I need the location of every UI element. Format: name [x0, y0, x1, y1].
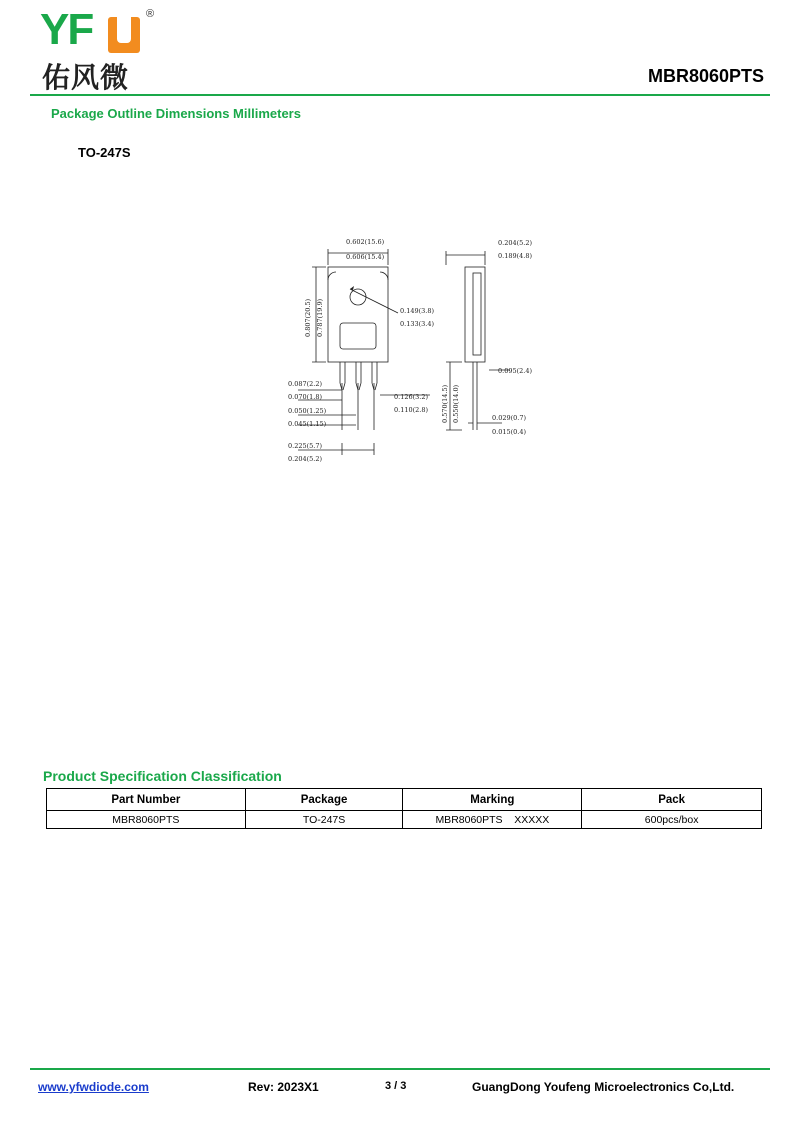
revision-label: Rev: 2023X1 [248, 1080, 319, 1094]
logo-w-mark [108, 17, 140, 53]
table-row [47, 811, 762, 829]
dim-thickness-min: 0.189(4.8) [498, 252, 533, 260]
cell-part-number: MBR8060PTS [47, 811, 246, 829]
dim-lead-length-max: 0.570(14.5) [441, 384, 449, 423]
logo-chinese: 佑风微 [42, 61, 130, 94]
website-link[interactable]: www.yfwdiode.com [38, 1080, 149, 1094]
registered-mark: ® [146, 8, 155, 20]
package-body-side [465, 267, 485, 362]
dim-pitch-max: 0.225(5.7) [288, 442, 323, 450]
dim-lead-w-min: 0.015(0.4) [492, 428, 527, 436]
company-name: GuangDong Youfeng Microelectronics Co,Ltd. [472, 1080, 735, 1094]
cell-marking: MBR8060PTS XXXXX [403, 811, 582, 829]
page-number: 3 / 3 [385, 1080, 407, 1092]
dim-lead-length-min: 0.550(14.0) [452, 384, 460, 423]
header-divider [30, 94, 770, 96]
dim-body-height-max: 0.807(20.5) [304, 298, 312, 337]
logo-latin: YF [40, 5, 93, 54]
mounting-hole [350, 289, 366, 305]
dim-tab-min: 0.110(2.8) [394, 406, 429, 414]
package-outline-drawing [270, 225, 560, 470]
col-package: Package [245, 789, 403, 811]
company-logo [40, 5, 160, 94]
package-label: TO-247S [78, 145, 131, 160]
dim-body-width-max: 0.602(15.6) [346, 238, 385, 246]
dim-lead-width-min: 0.045(1.15) [288, 420, 327, 428]
spec-section-title: Product Specification Classification [43, 768, 282, 784]
dim-lead-width-max: 0.050(1.25) [288, 407, 327, 415]
cell-package: TO-247S [245, 811, 403, 829]
spec-table [46, 788, 762, 829]
footer-divider [30, 1068, 770, 1070]
dim-thickness-max: 0.204(5.2) [498, 239, 533, 247]
col-part-number: Part Number [47, 789, 246, 811]
dim-lead-thickness: 0.095(2.4) [498, 367, 533, 375]
dim-hole-max: 0.149(3.8) [400, 307, 435, 315]
dim-shoulder-min: 0.070(1.8) [288, 393, 323, 401]
dim-shoulder-max: 0.087(2.2) [288, 380, 323, 388]
dim-hole-min: 0.133(3.4) [400, 320, 435, 328]
package-body-front [328, 267, 388, 362]
outline-section-title: Package Outline Dimensions Millimeters [51, 106, 301, 121]
dim-tab-max: 0.126(3.2) [394, 393, 429, 401]
dim-body-width-min: 0.606(15.4) [346, 253, 385, 261]
col-pack: Pack [582, 789, 762, 811]
dim-pitch-min: 0.204(5.2) [288, 455, 323, 463]
col-marking: Marking [403, 789, 582, 811]
dim-lead-w-max: 0.029(0.7) [492, 414, 527, 422]
cell-pack: 600pcs/box [582, 811, 762, 829]
part-number-title: MBR8060PTS [647, 66, 764, 86]
dim-body-height-min: 0.787(19.9) [316, 298, 324, 337]
